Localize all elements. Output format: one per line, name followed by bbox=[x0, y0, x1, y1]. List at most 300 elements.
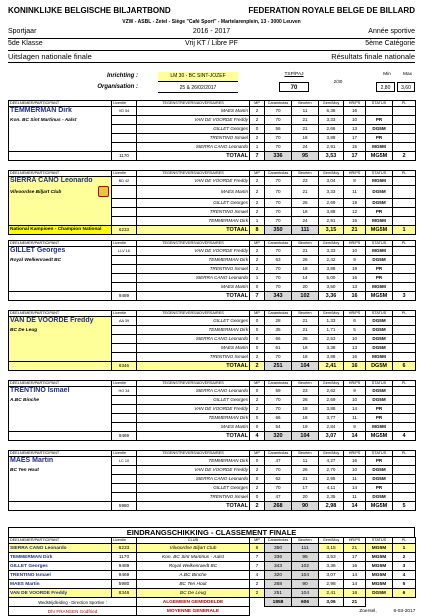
ranking-club: BC Ten Hout bbox=[137, 580, 250, 589]
match-points: 0 bbox=[250, 326, 265, 335]
beurten: 21 bbox=[292, 247, 319, 256]
opponent: TRENTINO Ismael bbox=[137, 134, 250, 143]
beurten: 20 bbox=[292, 493, 319, 502]
col-opponent: TEGENSTREVERS/ADVERSAIRES bbox=[137, 381, 250, 387]
final-place: 2 bbox=[393, 152, 416, 161]
status: PR bbox=[366, 457, 393, 466]
pl-empty bbox=[393, 283, 416, 292]
highrun: 11 bbox=[344, 475, 366, 484]
opponent: GILLET Georges bbox=[137, 317, 250, 326]
beurten: 18 bbox=[292, 344, 319, 353]
status: MG5M bbox=[366, 423, 393, 432]
total-beurten: 104 bbox=[292, 362, 319, 371]
game-row bbox=[9, 247, 416, 256]
player-cell-empty bbox=[9, 134, 112, 143]
total-beurten: 102 bbox=[292, 292, 319, 301]
match-points: 2 bbox=[250, 177, 265, 186]
highrun: 6 bbox=[344, 317, 366, 326]
match-points: 1 bbox=[250, 217, 265, 226]
ranking-average: 3,15 bbox=[319, 544, 344, 553]
opponent: MAES Martin bbox=[137, 283, 250, 292]
licence-empty bbox=[112, 326, 137, 335]
match-points: 0 bbox=[250, 493, 265, 502]
player-club-text: Kon. BC Sint Martinus - Aalst bbox=[10, 117, 77, 123]
game-row bbox=[9, 457, 416, 466]
highrun: 14 bbox=[344, 405, 366, 414]
col-status: STATUS bbox=[366, 101, 393, 107]
average: 1,71 bbox=[319, 326, 344, 335]
caramboles: 70 bbox=[265, 396, 292, 405]
opponent: TEMMERMAN Dirk bbox=[137, 326, 250, 335]
game-row bbox=[9, 335, 416, 344]
ranking-average: 3,53 bbox=[319, 553, 344, 562]
player-club bbox=[9, 116, 97, 125]
pl-empty bbox=[393, 353, 416, 362]
col-caramboles: Carambolas bbox=[265, 311, 292, 317]
col-average: Gem/Moy bbox=[319, 241, 344, 247]
ranking-row bbox=[9, 544, 416, 553]
col-average: Gem/Moy bbox=[319, 311, 344, 317]
club-badge-icon bbox=[98, 186, 109, 197]
beurten: 26 bbox=[292, 335, 319, 344]
licence-empty bbox=[112, 344, 137, 353]
caramboles: 59 bbox=[265, 387, 292, 396]
col-mp: MP bbox=[250, 311, 265, 317]
match-points: 2 bbox=[250, 265, 265, 274]
total-status: MG5M bbox=[366, 226, 393, 235]
class-row bbox=[8, 40, 415, 51]
ranking-caramboles: 343 bbox=[265, 562, 292, 571]
game-row bbox=[9, 143, 416, 152]
caramboles: 70 bbox=[265, 208, 292, 217]
caramboles: 62 bbox=[265, 475, 292, 484]
total-status: DG5M bbox=[366, 362, 393, 371]
caramboles: 66 bbox=[265, 335, 292, 344]
sign-place: Zoersel, bbox=[359, 608, 377, 614]
caramboles: 70 bbox=[265, 177, 292, 186]
beurten: 26 bbox=[292, 256, 319, 265]
col-beurten: Beurten bbox=[292, 381, 319, 387]
licence-empty bbox=[112, 208, 137, 217]
ranking-licence: 6233 bbox=[112, 544, 137, 553]
opponent: SIERRA CANO Leonardo bbox=[137, 143, 250, 152]
highrun: 5 bbox=[344, 326, 366, 335]
ranking-place: 1 bbox=[393, 544, 416, 553]
average: 3,50 bbox=[319, 283, 344, 292]
total-caramboles: 350 bbox=[265, 226, 292, 235]
ranking-player: MAES Martin bbox=[9, 580, 112, 589]
ranking-highrun: 17 bbox=[344, 553, 366, 562]
col-pl: PL bbox=[393, 241, 416, 247]
total-row bbox=[9, 152, 416, 161]
col-opponent: TEGENSTREVERS/ADVERSAIRES bbox=[137, 101, 250, 107]
total-spacer bbox=[9, 152, 112, 161]
licence-empty bbox=[112, 405, 137, 414]
match-points: 2 bbox=[250, 107, 265, 116]
opponent: SIERRA CANO Leonardo bbox=[137, 387, 250, 396]
highrun: 9 bbox=[344, 256, 366, 265]
total-caramboles: 343 bbox=[265, 292, 292, 301]
col-opponent: TEGENSTREVERS/ADVERSAIRES bbox=[137, 311, 250, 317]
player-cell-empty bbox=[9, 125, 112, 134]
average: 2,95 bbox=[319, 475, 344, 484]
match-points: 2 bbox=[250, 405, 265, 414]
match-points: 0 bbox=[250, 283, 265, 292]
player-licence: 6233 bbox=[112, 226, 137, 235]
average: 2,69 bbox=[319, 396, 344, 405]
pl-empty bbox=[393, 256, 416, 265]
ranking-beurten: 102 bbox=[292, 562, 319, 571]
pl-empty bbox=[393, 405, 416, 414]
caramboles: 70 bbox=[265, 143, 292, 152]
ranking-status: DG5M bbox=[366, 589, 393, 598]
ranking-average: 3,36 bbox=[319, 562, 344, 571]
total-mp: 7 bbox=[250, 152, 265, 161]
highrun: 10 bbox=[344, 247, 366, 256]
max-label: Max bbox=[402, 72, 413, 77]
pl-empty bbox=[393, 457, 416, 466]
average: 2,69 bbox=[319, 199, 344, 208]
ranking-col-mp: MP bbox=[250, 538, 265, 544]
match-points: 2 bbox=[250, 134, 265, 143]
pl-empty bbox=[393, 466, 416, 475]
average: 2,62 bbox=[319, 387, 344, 396]
average: 3,88 bbox=[319, 405, 344, 414]
ranking-club: A.BC Binche bbox=[137, 571, 250, 580]
col-licence: Licentie bbox=[112, 311, 137, 317]
col-mp: MP bbox=[250, 241, 265, 247]
status: PR bbox=[366, 208, 393, 217]
status: DG5M bbox=[366, 466, 393, 475]
status: MG5M bbox=[366, 143, 393, 152]
player-code: VD 54 bbox=[112, 107, 137, 116]
player-club bbox=[9, 466, 97, 475]
final-place: 1 bbox=[393, 226, 416, 235]
player-cell-empty bbox=[9, 208, 112, 217]
opponent: SIERRA CANO Leonardo bbox=[137, 274, 250, 283]
col-licence: Licentie bbox=[112, 381, 137, 387]
federation-fr: FEDERATION ROYALE BELGE DE BILLARD bbox=[248, 6, 415, 15]
pl-empty bbox=[393, 274, 416, 283]
player-cell-empty bbox=[9, 274, 112, 283]
beurten: 24 bbox=[292, 217, 319, 226]
game-row bbox=[9, 405, 416, 414]
ranking-average: 3,07 bbox=[319, 571, 344, 580]
ranking-player: GILLET Georges bbox=[9, 562, 112, 571]
game-row bbox=[9, 134, 416, 143]
total-label: TOTAAL bbox=[137, 362, 250, 371]
pl-empty bbox=[393, 116, 416, 125]
opponent: VAN DE VOORDE Freddy bbox=[137, 466, 250, 475]
total-caramboles: 1858 bbox=[265, 598, 292, 607]
max-value: 3,60 bbox=[397, 82, 415, 92]
season-label-fr: Année sportive bbox=[368, 28, 415, 35]
footer-spacer-2 bbox=[366, 598, 416, 607]
col-status: STATUS bbox=[366, 451, 393, 457]
ranking-row bbox=[9, 571, 416, 580]
ranking-mp: 7 bbox=[250, 562, 265, 571]
player-cell-empty bbox=[9, 335, 112, 344]
game-row bbox=[9, 107, 416, 116]
player-name bbox=[9, 177, 112, 186]
beurten: 11 bbox=[292, 457, 319, 466]
player-block bbox=[8, 380, 415, 441]
total-label: TOTAAL bbox=[137, 226, 250, 235]
beurten: 26 bbox=[292, 466, 319, 475]
game-row bbox=[9, 387, 416, 396]
licence-empty bbox=[112, 217, 137, 226]
total-average: 3,15 bbox=[319, 226, 344, 235]
player-club-text: A.BC Binche bbox=[10, 397, 40, 403]
total-average: 2,98 bbox=[319, 502, 344, 511]
match-points: 0 bbox=[250, 335, 265, 344]
ranking-footer bbox=[9, 598, 416, 607]
ranking-player: VAN DE VOORDE Freddy bbox=[9, 589, 112, 598]
beurten: 21 bbox=[292, 317, 319, 326]
pl-empty bbox=[393, 387, 416, 396]
status: DG5M bbox=[366, 326, 393, 335]
pl-empty bbox=[393, 134, 416, 143]
total-spacer bbox=[9, 362, 112, 371]
ranking-status: MG5M bbox=[366, 553, 393, 562]
pl-empty bbox=[393, 107, 416, 116]
total-average: 3,06 bbox=[319, 598, 344, 607]
average: 2,35 bbox=[319, 493, 344, 502]
status: MG5M bbox=[366, 353, 393, 362]
licence-empty bbox=[112, 353, 137, 362]
pl-empty bbox=[393, 484, 416, 493]
opponent: TEMMERMAN Dirk bbox=[137, 457, 250, 466]
total-mp: 2 bbox=[250, 502, 265, 511]
caramboles: 56 bbox=[265, 125, 292, 134]
licence-empty bbox=[112, 466, 137, 475]
total-label: TOTAAL bbox=[137, 152, 250, 161]
tsp-value: 70 bbox=[279, 82, 309, 92]
average: 6,36 bbox=[319, 107, 344, 116]
game-row bbox=[9, 466, 416, 475]
col-beurten: Beurten bbox=[292, 101, 319, 107]
pl-empty bbox=[393, 186, 416, 199]
ranking-col-licence: Licentie bbox=[112, 538, 137, 544]
col-player: DEELNEMER/PARTICIPANT bbox=[9, 311, 112, 317]
player-code: BD 42 bbox=[112, 177, 137, 186]
min-label: Min bbox=[383, 72, 391, 77]
ranking-player: SIERRA CANO Leonardo bbox=[9, 544, 112, 553]
game-row bbox=[9, 414, 416, 423]
col-beurten: Beurten bbox=[292, 311, 319, 317]
ranking-club: BC De Leug bbox=[137, 589, 250, 598]
ranking-row bbox=[9, 580, 416, 589]
col-licence: Licentie bbox=[112, 101, 137, 107]
class-label-fr: 5ème Catégorie bbox=[365, 40, 415, 47]
pl-empty bbox=[393, 396, 416, 405]
col-mp: MP bbox=[250, 451, 265, 457]
col-mp: MP bbox=[250, 171, 265, 177]
caramboles: 70 bbox=[265, 107, 292, 116]
average: 3,88 bbox=[319, 265, 344, 274]
col-caramboles: Carambolas bbox=[265, 381, 292, 387]
pl-empty bbox=[393, 247, 416, 256]
col-average: Gem/Moy bbox=[319, 101, 344, 107]
ranking-licence: 9469 bbox=[112, 571, 137, 580]
ranking-highrun: 16 bbox=[344, 562, 366, 571]
ranking-club: Royal Welkenraedt BC bbox=[137, 562, 250, 571]
total-label: TOTAAL bbox=[137, 502, 250, 511]
ranking-highrun: 14 bbox=[344, 580, 366, 589]
game-row bbox=[9, 217, 416, 226]
highrun: 14 bbox=[344, 484, 366, 493]
player-club bbox=[9, 256, 97, 265]
beurten: 19 bbox=[292, 423, 319, 432]
game-row bbox=[9, 208, 416, 217]
ranking-average: 2,98 bbox=[319, 580, 344, 589]
federation-nl: KONINKLIJKE BELGISCHE BILJARTBOND bbox=[8, 6, 171, 15]
total-highrun: 16 bbox=[344, 292, 366, 301]
footer-spacer bbox=[250, 598, 265, 607]
col-opponent: TEGENSTREVERS/ADVERSAIRES bbox=[137, 451, 250, 457]
total-highrun: 21 bbox=[344, 598, 366, 607]
pl-empty bbox=[393, 317, 416, 326]
average: 4,27 bbox=[319, 457, 344, 466]
ranking-beurten: 104 bbox=[292, 589, 319, 598]
col-mp: MP bbox=[250, 101, 265, 107]
caramboles: 70 bbox=[265, 353, 292, 362]
average: 4,11 bbox=[319, 484, 344, 493]
ranking-beurten: 104 bbox=[292, 571, 319, 580]
player-block bbox=[8, 170, 415, 235]
game-row bbox=[9, 423, 416, 432]
beurten: 26 bbox=[292, 199, 319, 208]
highrun: 13 bbox=[344, 283, 366, 292]
game-row bbox=[9, 475, 416, 484]
total-status: MG5M bbox=[366, 152, 393, 161]
game-row bbox=[9, 344, 416, 353]
tsp-label: TSP/PAJ bbox=[284, 72, 304, 77]
licence-empty bbox=[112, 484, 137, 493]
pl-empty bbox=[393, 199, 416, 208]
total-beurten: 104 bbox=[292, 432, 319, 441]
ranking-beurten: 111 bbox=[292, 544, 319, 553]
average: 2,91 bbox=[319, 143, 344, 152]
average: 5,00 bbox=[319, 274, 344, 283]
result-label-fr: Résultats finale nationale bbox=[331, 52, 415, 61]
beurten: 21 bbox=[292, 326, 319, 335]
caramboles: 70 bbox=[265, 265, 292, 274]
licence-empty bbox=[112, 283, 137, 292]
status: PR bbox=[366, 405, 393, 414]
beurten: 11 bbox=[292, 107, 319, 116]
average: 3,77 bbox=[319, 414, 344, 423]
caramboles: 70 bbox=[265, 405, 292, 414]
beurten: 14 bbox=[292, 274, 319, 283]
total-spacer bbox=[9, 502, 112, 511]
highrun: 10 bbox=[344, 116, 366, 125]
total-caramboles: 320 bbox=[265, 432, 292, 441]
general-average-fr: MOYENNE GENERALE bbox=[137, 607, 250, 616]
event-name: LM 30 - BC SINT-JOZEF bbox=[158, 72, 238, 82]
licence-empty bbox=[112, 256, 137, 265]
col-beurten: Beurten bbox=[292, 241, 319, 247]
average: 2,84 bbox=[319, 423, 344, 432]
game-row bbox=[9, 265, 416, 274]
player-code: AA 39 bbox=[112, 317, 137, 326]
average: 3,38 bbox=[319, 344, 344, 353]
player-cell-empty bbox=[9, 423, 112, 432]
player-name-text: TRENTINO Ismael bbox=[10, 387, 70, 395]
season-value: 2016 - 2017 bbox=[192, 28, 231, 35]
highrun: 11 bbox=[344, 414, 366, 423]
status: PR bbox=[366, 274, 393, 283]
opponent: TRENTINO Ismael bbox=[137, 493, 250, 502]
total-row bbox=[9, 432, 416, 441]
pl-empty bbox=[393, 265, 416, 274]
total-beurten: 606 bbox=[292, 598, 319, 607]
director-name: Dhr FRANSEN Godfried bbox=[9, 607, 137, 616]
col-highrun: HR/PS bbox=[344, 381, 366, 387]
average: 3,88 bbox=[319, 134, 344, 143]
opponent: TEMMERMAN Dirk bbox=[137, 217, 250, 226]
average: 2,70 bbox=[319, 466, 344, 475]
status: DG5M bbox=[366, 186, 393, 199]
ranking-player: TRENTINO Ismael bbox=[9, 571, 112, 580]
total-mp: 7 bbox=[250, 292, 265, 301]
game-row bbox=[9, 256, 416, 265]
col-status: STATUS bbox=[366, 381, 393, 387]
total-average: 2,41 bbox=[319, 362, 344, 371]
player-cell-empty bbox=[9, 283, 112, 292]
highrun: 17 bbox=[344, 134, 366, 143]
total-average: 3,53 bbox=[319, 152, 344, 161]
player-cell-empty bbox=[9, 217, 112, 226]
beurten: 21 bbox=[292, 186, 319, 199]
col-average: Gem/Moy bbox=[319, 451, 344, 457]
match-points: 0 bbox=[250, 344, 265, 353]
licence-empty bbox=[112, 274, 137, 283]
average: 3,88 bbox=[319, 353, 344, 362]
beurten: 26 bbox=[292, 396, 319, 405]
caramboles: 70 bbox=[265, 283, 292, 292]
opponent: MAES Martin bbox=[137, 423, 250, 432]
total-row bbox=[9, 226, 416, 235]
game-row bbox=[9, 125, 416, 134]
signature-spacer bbox=[250, 607, 344, 616]
player-block bbox=[8, 450, 415, 511]
opponent: TRENTINO Ismael bbox=[137, 208, 250, 217]
match-points: 2 bbox=[250, 466, 265, 475]
player-cell-empty bbox=[9, 353, 112, 362]
licence-empty bbox=[112, 186, 137, 199]
average: 3,88 bbox=[319, 208, 344, 217]
col-player: DEELNEMER/PARTICIPANT bbox=[9, 101, 112, 107]
total-highrun: 17 bbox=[344, 152, 366, 161]
season-label-nl: Sportjaar bbox=[8, 28, 37, 35]
col-opponent: TEGENSTREVERS/ADVERSAIRES bbox=[137, 171, 250, 177]
col-status: STATUS bbox=[366, 311, 393, 317]
match-points: 0 bbox=[250, 457, 265, 466]
caramboles: 70 bbox=[265, 217, 292, 226]
average: 3,33 bbox=[319, 186, 344, 199]
status: DG5M bbox=[366, 199, 393, 208]
licence-empty bbox=[112, 125, 137, 134]
status: PR bbox=[366, 265, 393, 274]
ranking-table bbox=[8, 537, 416, 616]
player-club-text: Royal Welkenraedt BC bbox=[10, 257, 62, 263]
col-player: DEELNEMER/PARTICIPANT bbox=[9, 241, 112, 247]
total-beurten: 90 bbox=[292, 502, 319, 511]
ranking-club: Vilvoordse Biljart Club bbox=[137, 544, 250, 553]
highrun: 13 bbox=[344, 344, 366, 353]
match-points: 2 bbox=[250, 199, 265, 208]
